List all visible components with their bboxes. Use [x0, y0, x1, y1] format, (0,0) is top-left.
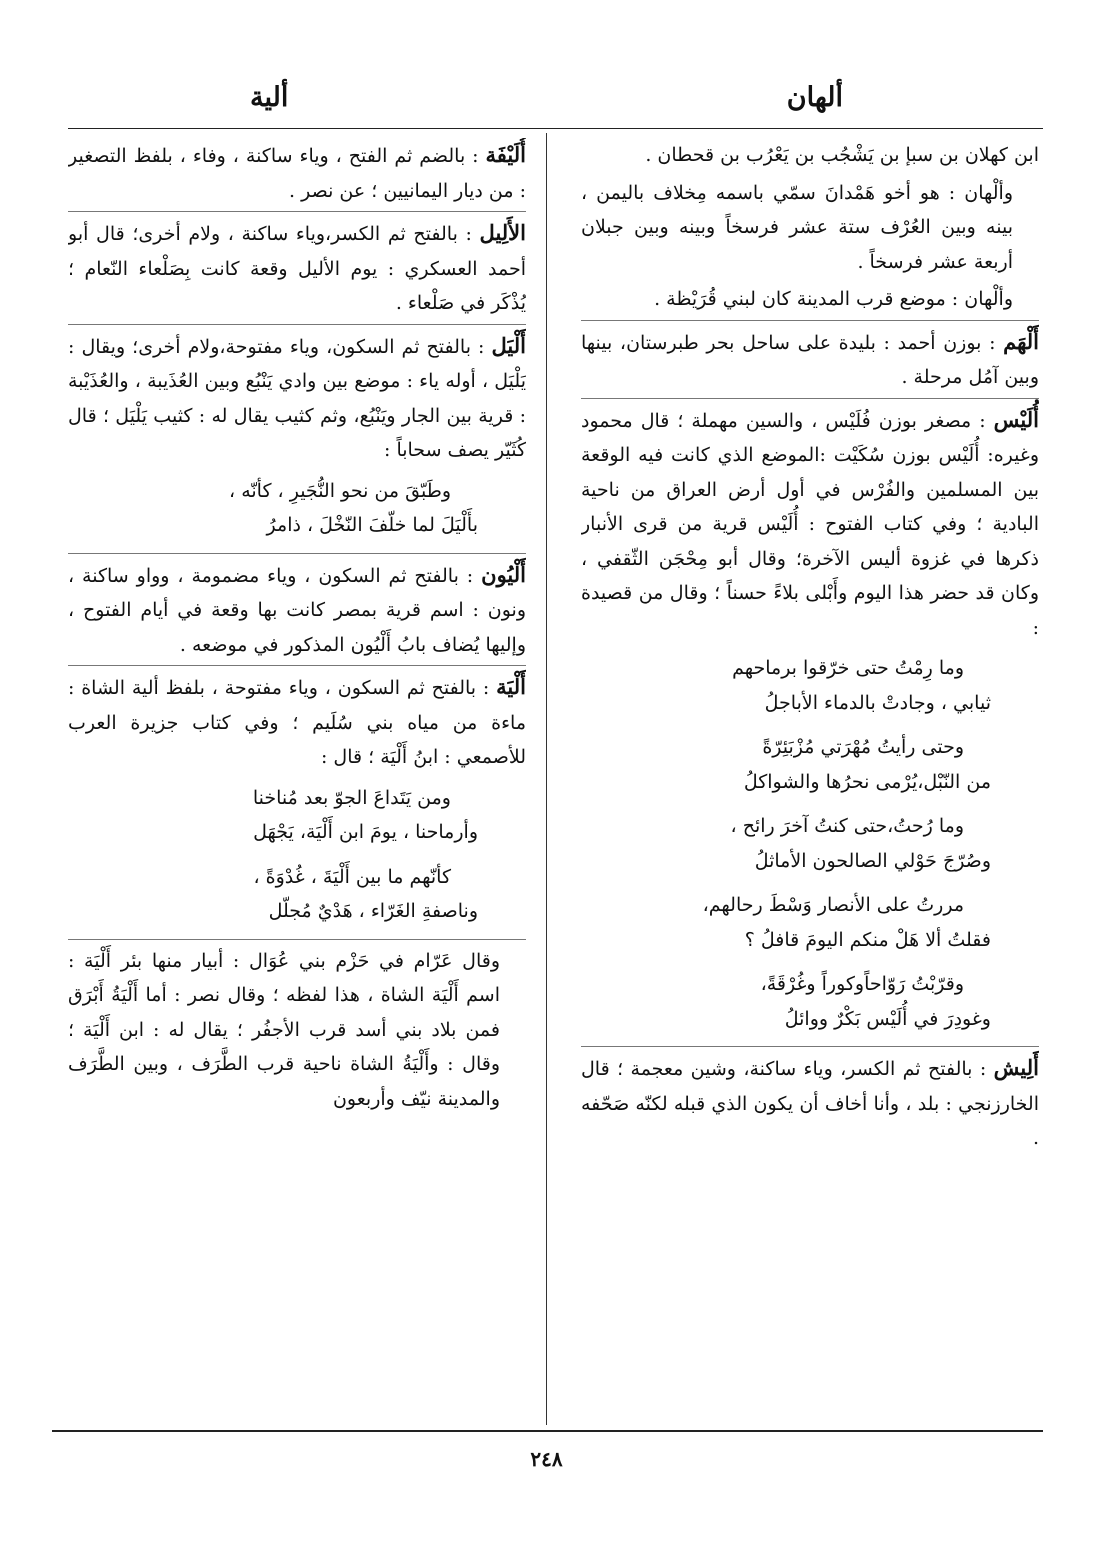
entry-term: أَلِيش [993, 1055, 1039, 1080]
verse-line: من النّبْل،يُرْمى نحرُها والشواكلُ [743, 770, 991, 793]
entry-text: : بالفتح ثم السكون ، وياء مضمومة ، وواو ساكنة ، ونون : اسم قرية بمصر كانت بها وقعة في أيام الفتوح ، وإليها يُضاف بابُ أَلْيُون المذكور في موضعه . [68, 564, 526, 656]
entry-alya [68, 665, 526, 775]
entry-term: الأَلِيل [479, 220, 526, 245]
verse-block [68, 860, 526, 929]
paragraph: ابن كهلان بن سبإ بن يَشْجُب بن يَعْرُب بن قحطان . [645, 144, 1039, 166]
entry-ulays [581, 398, 1039, 646]
right-column [581, 138, 1039, 1424]
verse-line: وأرماحنا ، يومَ ابن أَلْيَة، يَجْهَل [253, 821, 478, 843]
verse-line: كأنّهم ما بين أَلْيَةَ ، غُدْوَةً ، [253, 865, 451, 888]
entry-alyun [68, 553, 526, 663]
entry-term: أُلَيْفَة [485, 142, 526, 167]
left-column [68, 138, 526, 1424]
column-divider [546, 133, 547, 1425]
verse-line: فقلتُ ألا هَلْ منكم اليومَ قافلُ ؟ [744, 928, 991, 951]
headword-right: ألهان [786, 82, 843, 113]
verse-block [581, 651, 1039, 720]
entry-alyal [68, 324, 526, 468]
paragraph: وألْهان : هو أخو هَمْدانَ سمّي باسمه مِخلاف باليمن ، بينه وبين العُرْف ستة عشر فرسخاً وبينه وبين جبلان أربعة عشر فرسخاً . [581, 181, 1013, 273]
entry-term: أُلَيْس [993, 406, 1039, 432]
verse-line: ثيابي ، وجادتْ بالدماء الأباجلُ [764, 691, 991, 714]
verse-line: وما رُحتُ،حتى كنتُ آخرَ رائح ، [730, 815, 964, 837]
verse-block [581, 730, 1039, 799]
verse-line: وغودِرَ في أُلَيْس بَكْرٌ ووائلُ [784, 1007, 991, 1030]
verse-line: ومن يَتَداعَ الجوّ بعد مُناخنا [252, 786, 451, 809]
entry-text: : مصغر بوزن فُلَيْس ، والسين مهملة ؛ قال محمود وغيره: أُلَيْس بوزن سُكَيْت :الموضع الذي كانت فيه الوقعة بين المسلمين والفُرْس في أول أرض العراق من ناحية البادية ؛ وفي كتاب الفتوح : أُلَيْس قرية من قرى الأنبار ذكرها في غزوة أليس الآخرة؛ وقال أبو مِحْجَن الثّقفي ، وكان قد حضر هذا اليوم وأَبْلى بلاءً حسناً ؛ وقال من قصيدة : [581, 409, 1039, 639]
headword-left: ألية [250, 82, 289, 113]
verse-line: وصُرّجَ حَوْلي الصالحون الأماثلُ [754, 849, 991, 872]
entry-term: أَلْيُون [481, 561, 526, 587]
entry-text: : بالفتح ثم الكسر،وياء ساكنة ، ولام أخرى؛ قال أبو أحمد العسكري : يوم الأليل وقعة كانت بِصَلْعاء النّعام ؛ يُذْكَر في صَلْعاء . [68, 223, 526, 314]
verse-line: وحتى رأيتُ مُهْرَتي مُزْبَئِرّةً [762, 736, 964, 758]
verse-block [581, 888, 1039, 957]
verse-block [581, 967, 1039, 1036]
verse-block [68, 781, 526, 850]
entry-text: : بالفتح ثم السكون، وياء مفتوحة،ولام أخرى؛ ويقال : يَلْيَل ، أوله ياء : موضع بين وادي يَنْبُع وبين العُذَيبة ، والعُذَيْبة : قرية بين الجار ويَنْبُع، وثم كثيب يقال له : كثيب يَلْيَل ؛ قال كُثَيّر يصف سحاباً : [68, 335, 526, 461]
entry-term: أَلْيَة [496, 674, 526, 699]
verse-line: وقرّبْتُ رَوّاحاًوكوراً وغُرْقَةً، [760, 973, 964, 995]
verse-line: وناصفةِ الغَرّاء ، هَدْيٌ مُجلّل [268, 900, 478, 922]
verse-line: وما رِمْتُ حتى خرّقوا برماحهم [732, 657, 964, 679]
entry-text: : بوزن أحمد : بليدة على ساحل بحر طبرستان، بينها وبين آمُل مرحلة . [581, 331, 1039, 388]
bottom-rule [52, 1430, 1043, 1432]
paragraph: وألْهان : موضع قرب المدينة كان لبني قُرَيْظة . [654, 288, 1013, 310]
entry-text: : بالفتح ثم الكسر، وياء ساكنة، وشين معجمة ؛ قال الخارزنجي : بلد ، وأنا أخاف أن يكون الذي قبله لكنّه صَحّفه . [581, 1058, 1039, 1149]
entry-alham [581, 320, 1039, 395]
entry-alish [581, 1046, 1039, 1156]
entry-ulayfa [68, 138, 526, 208]
entry-alil [68, 211, 526, 321]
page-number: ٢٤٨ [530, 1447, 563, 1471]
verse-line: بأَلْيَلَ لما خلّفَ النّخْلَ ، ذامرُ [266, 514, 478, 536]
entry-text: : بالضم ثم الفتح ، وياء ساكنة ، وفاء ، بلفظ التصغير : من ديار اليمانيين ؛ عن نصر . [68, 145, 526, 202]
verse-line: مررتُ على الأنصار وَسْطَ رحالهم، [702, 894, 964, 916]
verse-line: وطَبّقَ من نحو النُّجَيرِ ، كأنّه ، [229, 479, 451, 502]
entry-text: : بالفتح ثم السكون ، وياء مفتوحة ، بلفظ ألية الشاة : ماءة من مياه بني سُلَيم ؛ وفي كتاب جزيرة العرب للأصمعي : ابنُ أَلْيَة ؛ قال : [68, 677, 526, 768]
entry-term: أَلْهَم [1003, 328, 1039, 354]
entry-term: أَلْيَل [491, 332, 526, 358]
top-rule [68, 128, 1043, 129]
verse-block [581, 809, 1039, 878]
paragraph: وقال عَرّام في حَزْم بني عُوَال : أبيار منها بئر أَلْيَة : اسم أَلْيَة الشاة ، هذا لفظه ؛ وقال نصر : أما أَلْيَةُ أَبْرَق فمن بلاد بني أسد قرب الأجفُر ؛ يقال له : ابن أَلْيَة ؛ وقال : وأَلْيَةُ الشاة ناحية قرب الطَّرَف ، وبين الطَّرَف والمدينة نيّف وأربعون [68, 939, 526, 1117]
verse-block [68, 474, 526, 543]
